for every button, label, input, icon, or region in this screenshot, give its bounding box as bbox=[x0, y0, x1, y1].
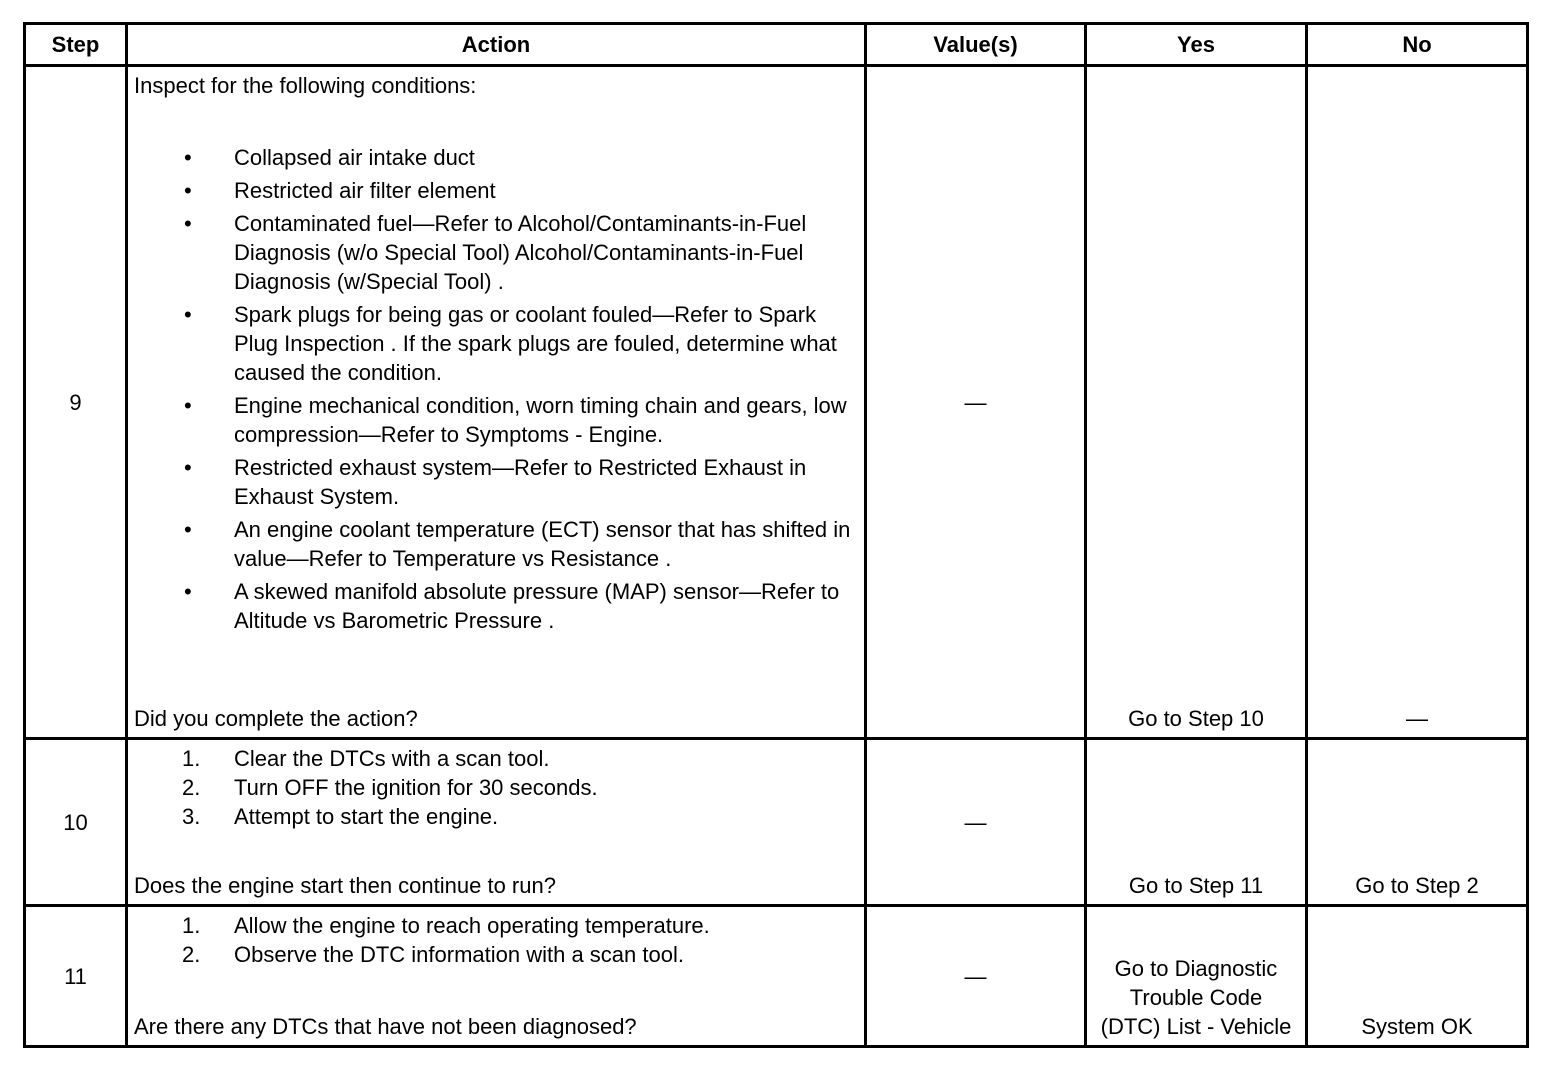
list-item bbox=[134, 744, 858, 773]
list-item bbox=[134, 453, 858, 511]
bullet-icon: • bbox=[184, 302, 192, 327]
list-item bbox=[134, 940, 858, 969]
item-text: Contaminated fuel—Refer to Alcohol/Contaminants-in-Fuel Diagnosis (w/o Special Tool) Alcohol/Contaminants-in-Fuel Diagnosis (w/Special Tool) . bbox=[234, 211, 807, 294]
table-row bbox=[25, 906, 1528, 1047]
list-item bbox=[134, 391, 858, 449]
list-item bbox=[134, 773, 858, 802]
action-cell bbox=[127, 66, 866, 739]
header-no: No bbox=[1307, 24, 1528, 66]
header-row bbox=[25, 24, 1528, 66]
item-text: Collapsed air intake duct bbox=[234, 145, 475, 170]
bullet-icon: • bbox=[184, 393, 192, 418]
no-cell: — bbox=[1307, 66, 1528, 739]
step-number: 9 bbox=[25, 66, 127, 739]
table-row bbox=[25, 739, 1528, 906]
item-number: 3. bbox=[182, 804, 201, 829]
step-list bbox=[134, 744, 858, 831]
action-intro: Inspect for the following conditions: bbox=[134, 73, 477, 98]
bullet-icon: • bbox=[184, 579, 192, 604]
bullet-icon: • bbox=[184, 145, 192, 170]
value-cell: — bbox=[866, 906, 1086, 1047]
step-list bbox=[134, 911, 858, 969]
bullet-icon: • bbox=[184, 455, 192, 480]
list-item bbox=[134, 911, 858, 940]
item-number: 2. bbox=[182, 942, 201, 967]
table-row bbox=[25, 66, 1528, 739]
item-text: Attempt to start the engine. bbox=[234, 804, 499, 829]
header-action: Action bbox=[127, 24, 866, 66]
action-cell bbox=[127, 906, 866, 1047]
header-values: Value(s) bbox=[866, 24, 1086, 66]
list-item bbox=[134, 209, 858, 296]
list-item bbox=[134, 143, 858, 172]
bullet-icon: • bbox=[184, 211, 192, 236]
value-cell: — bbox=[866, 739, 1086, 906]
item-text: Restricted air filter element bbox=[234, 178, 496, 203]
list-item bbox=[134, 176, 858, 205]
item-text: Restricted exhaust system—Refer to Restricted Exhaust in Exhaust System. bbox=[234, 455, 807, 509]
header-step: Step bbox=[25, 24, 127, 66]
action-question: Did you complete the action? bbox=[134, 706, 418, 731]
action-question: Are there any DTCs that have not been diagnosed? bbox=[134, 1014, 637, 1039]
step-number: 10 bbox=[25, 739, 127, 906]
action-question: Does the engine start then continue to run? bbox=[134, 873, 556, 898]
item-text: Clear the DTCs with a scan tool. bbox=[234, 746, 550, 771]
item-number: 1. bbox=[182, 913, 201, 938]
header-yes: Yes bbox=[1086, 24, 1307, 66]
item-number: 2. bbox=[182, 775, 201, 800]
list-item bbox=[134, 802, 858, 831]
item-text: A skewed manifold absolute pressure (MAP) sensor—Refer to Altitude vs Barometric Pressure . bbox=[234, 579, 840, 633]
item-text: An engine coolant temperature (ECT) sensor that has shifted in value—Refer to Temperature vs Resistance . bbox=[234, 517, 851, 571]
no-cell: Go to Step 2 bbox=[1307, 739, 1528, 906]
item-text: Engine mechanical condition, worn timing chain and gears, low compression—Refer to Symptoms - Engine. bbox=[234, 393, 847, 447]
list-item bbox=[134, 577, 858, 635]
item-text: Spark plugs for being gas or coolant fouled—Refer to Spark Plug Inspection . If the spark plugs are fouled, determine what caused the condition. bbox=[234, 302, 837, 385]
yes-cell: Go to Step 11 bbox=[1086, 739, 1307, 906]
item-text: Allow the engine to reach operating temperature. bbox=[234, 913, 710, 938]
bullet-icon: • bbox=[184, 178, 192, 203]
bullet-icon: • bbox=[184, 517, 192, 542]
item-text: Turn OFF the ignition for 30 seconds. bbox=[234, 775, 598, 800]
value-cell: — bbox=[866, 66, 1086, 739]
condition-list bbox=[134, 143, 858, 635]
diagnostic-table bbox=[23, 22, 1529, 1048]
list-item bbox=[134, 515, 858, 573]
yes-cell: Go to Diagnostic Trouble Code (DTC) List - Vehicle bbox=[1086, 906, 1307, 1047]
yes-cell: Go to Step 10 bbox=[1086, 66, 1307, 739]
step-number: 11 bbox=[25, 906, 127, 1047]
item-text: Observe the DTC information with a scan tool. bbox=[234, 942, 684, 967]
list-item bbox=[134, 300, 858, 387]
no-cell: System OK bbox=[1307, 906, 1528, 1047]
item-number: 1. bbox=[182, 746, 201, 771]
action-cell bbox=[127, 739, 866, 906]
